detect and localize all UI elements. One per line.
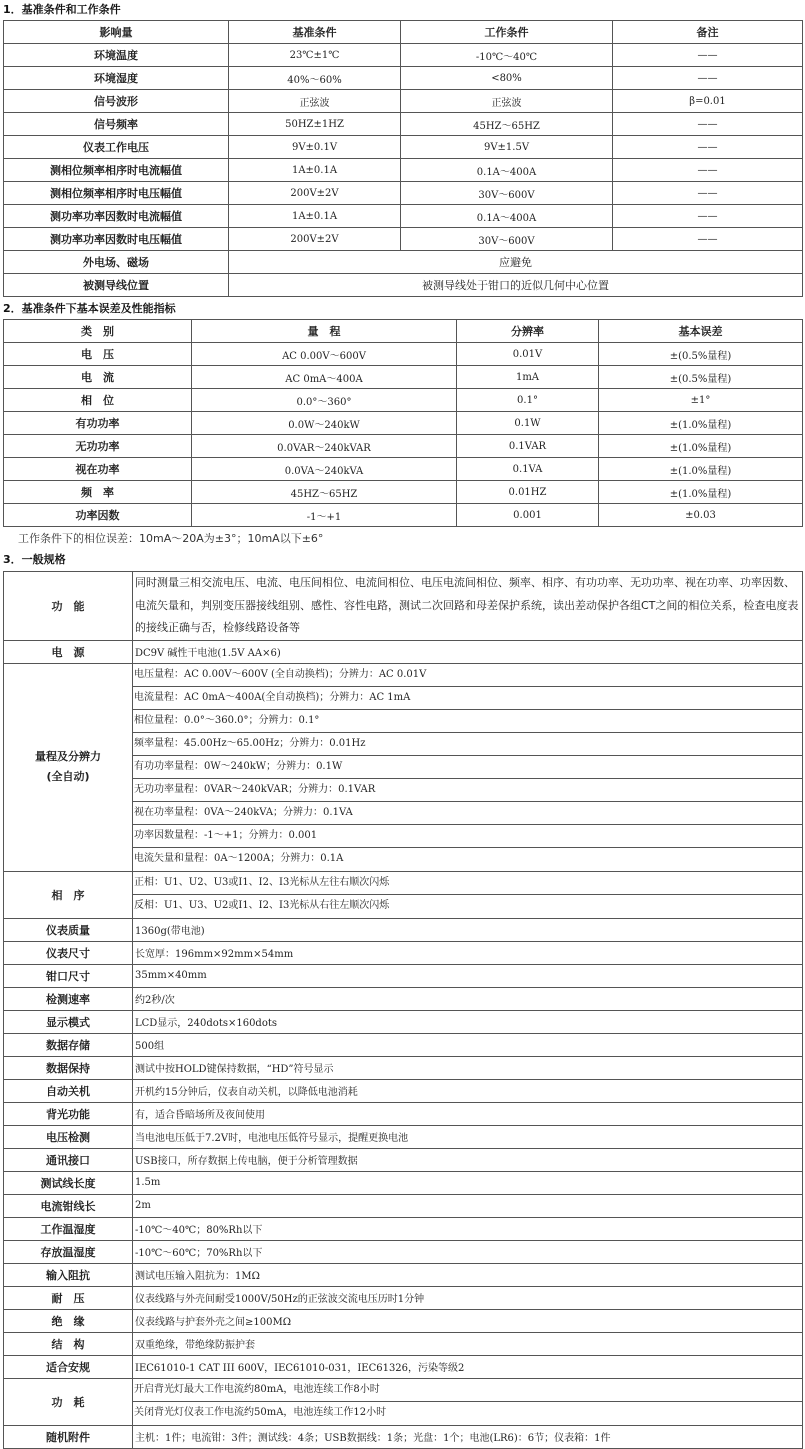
resolution-cell: 0.1W [457, 412, 599, 435]
spec-row [4, 1217, 803, 1240]
resolution-cell: 0.01HZ [457, 481, 599, 504]
spec-row [4, 1332, 803, 1355]
spec-value: LCD显示，240dots×160dots [133, 1010, 803, 1033]
spec-row [4, 1056, 803, 1079]
reference-cell: 9V±0.1V [229, 136, 401, 159]
consumption-line: 关闭背光灯仪表工作电流约50mA，电池连续工作12小时 [134, 1406, 387, 1418]
remarks-cell: —— [613, 159, 803, 182]
working-cell: <80% [401, 67, 613, 90]
spec-label: 结 构 [4, 1332, 133, 1355]
error-cell: ±(1.0%量程) [599, 435, 803, 458]
category-cell: 功率因数 [4, 504, 192, 527]
spec-value: 35mm×40mm [133, 964, 803, 987]
reference-cell: 40%～60% [229, 67, 401, 90]
working-cell: 45HZ～65HZ [401, 113, 613, 136]
header-basic-error: 基本误差 [599, 320, 803, 343]
resolution-cell: 0.1VA [457, 458, 599, 481]
range-cell: 45HZ～65HZ [192, 481, 457, 504]
spec-row [4, 435, 803, 458]
spec-row [4, 504, 803, 527]
condition-row [4, 136, 803, 159]
remarks-cell: —— [613, 67, 803, 90]
spec-row [4, 389, 803, 412]
spec-row [4, 481, 803, 504]
header-resolution: 分辨率 [457, 320, 599, 343]
range-cell: -1～+1 [192, 504, 457, 527]
condition-row [4, 274, 803, 297]
spec-value: 测试电压输入阻抗为：1MΩ [133, 1263, 803, 1286]
range-line: 相位量程：0.0°～360.0°；分辨力：0.1° [133, 710, 802, 733]
spec-value: 主机：1件；电流钳：3件；测试线：4条；USB数据线：1条；光盘：1个；电池(LR6)：6节；仪表箱：1件 [133, 1425, 803, 1448]
influence-cell: 外电场、磁场 [4, 251, 229, 274]
spec-label: 仪表尺寸 [4, 941, 133, 964]
header-reference: 基准条件 [229, 21, 401, 44]
reference-cell: 23℃±1℃ [229, 44, 401, 67]
error-cell: ±(0.5%量程) [599, 366, 803, 389]
condition-value-cell: 被测导线处于钳口的近似几何中心位置 [229, 274, 803, 297]
influence-cell: 测功率功率因数时电压幅值 [4, 228, 229, 251]
spec-row [4, 1079, 803, 1102]
working-cell: 9V±1.5V [401, 136, 613, 159]
range-cell: AC 0mA～400A [192, 366, 457, 389]
spec-row-function [4, 572, 803, 641]
working-cell: 30V～600V [401, 228, 613, 251]
range-cell: 0.0VA～240kVA [192, 458, 457, 481]
spec-row [4, 1240, 803, 1263]
condition-row [4, 228, 803, 251]
phase-sequence-line: 反相：U1、U3、U2或I1、I2、I3光标从右往左顺次闪烁 [134, 899, 390, 911]
spec-label: 背光功能 [4, 1102, 133, 1125]
range-line: 无功功率量程：0VAR～240kVAR；分辨力：0.1VAR [133, 779, 802, 802]
resolution-cell: 0.001 [457, 504, 599, 527]
spec-label: 功 能 [4, 572, 133, 641]
range-line: 电流量程：AC 0mA～400A(全自动换档)；分辨力：AC 1mA [133, 687, 802, 710]
reference-cell: 200V±2V [229, 182, 401, 205]
spec-label: 通讯接口 [4, 1148, 133, 1171]
reference-cell: 1A±0.1A [229, 205, 401, 228]
spec-value: 约2秒/次 [133, 987, 803, 1010]
header-remarks: 备注 [613, 21, 803, 44]
spec-label: 显示模式 [4, 1010, 133, 1033]
range-line: 电压量程：AC 0.00V～600V (全自动换档)；分辨力：AC 0.01V [133, 664, 802, 687]
range-cell: AC 0.00V～600V [192, 343, 457, 366]
spec-row [4, 1194, 803, 1217]
spec-row [4, 343, 803, 366]
spec-label: 数据保持 [4, 1056, 133, 1079]
spec-value [133, 871, 803, 918]
reference-conditions-table [3, 20, 803, 297]
influence-cell: 仪表工作电压 [4, 136, 229, 159]
spec-value: 测试中按HOLD键保持数据，“HD”符号显示 [133, 1056, 803, 1079]
influence-cell: 信号频率 [4, 113, 229, 136]
spec-row [4, 987, 803, 1010]
influence-cell: 信号波形 [4, 90, 229, 113]
remarks-cell: —— [613, 205, 803, 228]
spec-row [4, 1102, 803, 1125]
spec-row [4, 918, 803, 941]
influence-cell: 环境温度 [4, 44, 229, 67]
influence-cell: 被测导线位置 [4, 274, 229, 297]
spec-label: 绝 缘 [4, 1309, 133, 1332]
spec-value: 1360g(带电池) [133, 918, 803, 941]
spec-row [4, 458, 803, 481]
spec-row [4, 1171, 803, 1194]
spec-label: 工作温湿度 [4, 1217, 133, 1240]
spec-row-ranges [4, 663, 803, 871]
remarks-cell: —— [613, 44, 803, 67]
phase-error-note: 工作条件下的相位误差：10mA～20A为±3°；10mA以下±6° [18, 532, 324, 545]
spec-label: 检测速率 [4, 987, 133, 1010]
error-cell: ±(1.0%量程) [599, 458, 803, 481]
general-spec-table [3, 571, 803, 1449]
spec-label: 存放温湿度 [4, 1240, 133, 1263]
spec-value: 500组 [133, 1033, 803, 1056]
working-cell: -10℃～40℃ [401, 44, 613, 67]
working-cell: 30V～600V [401, 182, 613, 205]
remarks-cell: —— [613, 136, 803, 159]
header-influence: 影响量 [4, 21, 229, 44]
working-cell: 正弦波 [401, 90, 613, 113]
spec-value: -10℃～40℃；80%Rh以下 [133, 1217, 803, 1240]
error-cell: ±1° [599, 389, 803, 412]
category-cell: 有功功率 [4, 412, 192, 435]
header-range: 量 程 [192, 320, 457, 343]
influence-cell: 测相位频率相序时电压幅值 [4, 182, 229, 205]
spec-label: 随机附件 [4, 1425, 133, 1448]
spec-row [4, 941, 803, 964]
spec-label: 功 耗 [4, 1378, 133, 1425]
spec-label: 钳口尺寸 [4, 964, 133, 987]
spec-row [4, 1125, 803, 1148]
spec-label: 仪表质量 [4, 918, 133, 941]
spec-row [4, 1355, 803, 1378]
spec-value: 双重绝缘，带绝缘防振护套 [133, 1332, 803, 1355]
range-cell: 0.0VAR～240kVAR [192, 435, 457, 458]
resolution-cell: 0.1VAR [457, 435, 599, 458]
spec-row [4, 1148, 803, 1171]
condition-row [4, 44, 803, 67]
ranges-label-line2: (全自动) [46, 770, 90, 783]
spec-value: 开机约15分钟后，仪表自动关机，以降低电池消耗 [133, 1079, 803, 1102]
spec-value [133, 663, 803, 871]
error-cell: ±(1.0%量程) [599, 412, 803, 435]
spec-value: -10℃～60℃；70%Rh以下 [133, 1240, 803, 1263]
category-cell: 频 率 [4, 481, 192, 504]
error-cell: ±(0.5%量程) [599, 343, 803, 366]
range-cell: 0.0W～240kW [192, 412, 457, 435]
section-2-title: 2．基准条件下基本误差及性能指标 [3, 302, 176, 315]
reference-cell: 50HZ±1HZ [229, 113, 401, 136]
spec-row-consumption [4, 1378, 803, 1425]
spec-label: 电 源 [4, 640, 133, 663]
spec-row [4, 366, 803, 389]
error-cell: ±(1.0%量程) [599, 481, 803, 504]
spec-value: 当电池电压低于7.2V时，电池电压低符号显示，提醒更换电池 [133, 1125, 803, 1148]
category-cell: 相 位 [4, 389, 192, 412]
range-line: 电流矢量和量程：0A～1200A；分辨力：0.1A [134, 852, 344, 864]
reference-cell: 1A±0.1A [229, 159, 401, 182]
spec-value: 仪表线路与外壳间耐受1000V/50Hz的正弦波交流电压历时1分钟 [133, 1286, 803, 1309]
error-spec-table [3, 319, 803, 527]
influence-cell: 测相位频率相序时电流幅值 [4, 159, 229, 182]
header-working: 工作条件 [401, 21, 613, 44]
resolution-cell: 1mA [457, 366, 599, 389]
spec-label: 输入阻抗 [4, 1263, 133, 1286]
reference-cell: 正弦波 [229, 90, 401, 113]
category-cell: 视在功率 [4, 458, 192, 481]
category-cell: 无功功率 [4, 435, 192, 458]
spec-label: 电流钳线长 [4, 1194, 133, 1217]
working-cell: 0.1A～400A [401, 159, 613, 182]
remarks-cell: —— [613, 113, 803, 136]
reference-cell: 200V±2V [229, 228, 401, 251]
spec-row [4, 412, 803, 435]
spec-value: IEC61010-1 CAT III 600V，IEC61010-031，IEC61326，污染等级2 [133, 1355, 803, 1378]
spec-value: 同时测量三相交流电压、电流、电压间相位、电流间相位、电压电流间相位、频率、相序、有功功率、无功功率、视在功率、功率因数、电流矢量和，判别变压器接线组别、感性、容性电路，测试二次回路和母差保护系统，读出差动保护各组CT之间的相位关系，检查电度表的接线正确与否，检修线路设备等 [133, 572, 803, 641]
condition-row [4, 67, 803, 90]
section-1-title: 1．基准条件和工作条件 [3, 3, 121, 16]
section-3-title: 3．一般规格 [3, 553, 66, 566]
category-cell: 电 流 [4, 366, 192, 389]
consumption-line: 开启背光灯最大工作电流约80mA，电池连续工作8小时 [133, 1379, 802, 1402]
range-line: 视在功率量程：0VA～240kVA；分辨力：0.1VA [133, 802, 802, 825]
condition-row [4, 90, 803, 113]
spec-row-accessories [4, 1425, 803, 1448]
resolution-cell: 0.01V [457, 343, 599, 366]
spec-value: DC9V 碱性干电池(1.5V AA×6) [133, 640, 803, 663]
condition-row [4, 205, 803, 228]
spec-value: 1.5m [133, 1171, 803, 1194]
ranges-label-line1: 量程及分辨力 [35, 750, 101, 763]
spec-value: 仪表线路与护套外壳之间≥100MΩ [133, 1309, 803, 1332]
category-cell: 电 压 [4, 343, 192, 366]
spec-value: USB接口，所存数据上传电脑，便于分析管理数据 [133, 1148, 803, 1171]
condition-row [4, 251, 803, 274]
range-line: 有功功率量程：0W～240kW；分辨力：0.1W [133, 756, 802, 779]
spec-label: 相 序 [4, 871, 133, 918]
spec-row [4, 1286, 803, 1309]
header-category: 类 别 [4, 320, 192, 343]
phase-sequence-line: 正相：U1、U2、U3或I1、I2、I3光标从左往右顺次闪烁 [133, 872, 802, 895]
spec-label: 电压检测 [4, 1125, 133, 1148]
spec-row [4, 964, 803, 987]
influence-cell: 环境湿度 [4, 67, 229, 90]
spec-label: 测试线长度 [4, 1171, 133, 1194]
range-cell: 0.0°～360° [192, 389, 457, 412]
resolution-cell: 0.1° [457, 389, 599, 412]
spec-row [4, 1263, 803, 1286]
spec-row-power [4, 640, 803, 663]
range-line: 功率因数量程：-1～+1；分辨力：0.001 [133, 825, 802, 848]
condition-row [4, 113, 803, 136]
spec-value: 有，适合昏暗场所及夜间使用 [133, 1102, 803, 1125]
spec-label: 耐 压 [4, 1286, 133, 1309]
range-line: 频率量程：45.00Hz～65.00Hz；分辨力：0.01Hz [133, 733, 802, 756]
condition-row [4, 159, 803, 182]
error-cell: ±0.03 [599, 504, 803, 527]
condition-row [4, 182, 803, 205]
spec-value: 长宽厚：196mm×92mm×54mm [133, 941, 803, 964]
spec-row-phase-sequence [4, 871, 803, 918]
influence-cell: 测功率功率因数时电流幅值 [4, 205, 229, 228]
remarks-cell: —— [613, 228, 803, 251]
spec-value [133, 1378, 803, 1425]
spec-label: 自动关机 [4, 1079, 133, 1102]
spec-row [4, 1309, 803, 1332]
spec-value: 2m [133, 1194, 803, 1217]
working-cell: 0.1A～400A [401, 205, 613, 228]
spec-label: 数据存储 [4, 1033, 133, 1056]
spec-label [4, 663, 133, 871]
remarks-cell: β=0.01 [613, 90, 803, 113]
spec-label: 适合安规 [4, 1355, 133, 1378]
remarks-cell: —— [613, 182, 803, 205]
spec-row [4, 1010, 803, 1033]
spec-row [4, 1033, 803, 1056]
condition-value-cell: 应避免 [229, 251, 803, 274]
